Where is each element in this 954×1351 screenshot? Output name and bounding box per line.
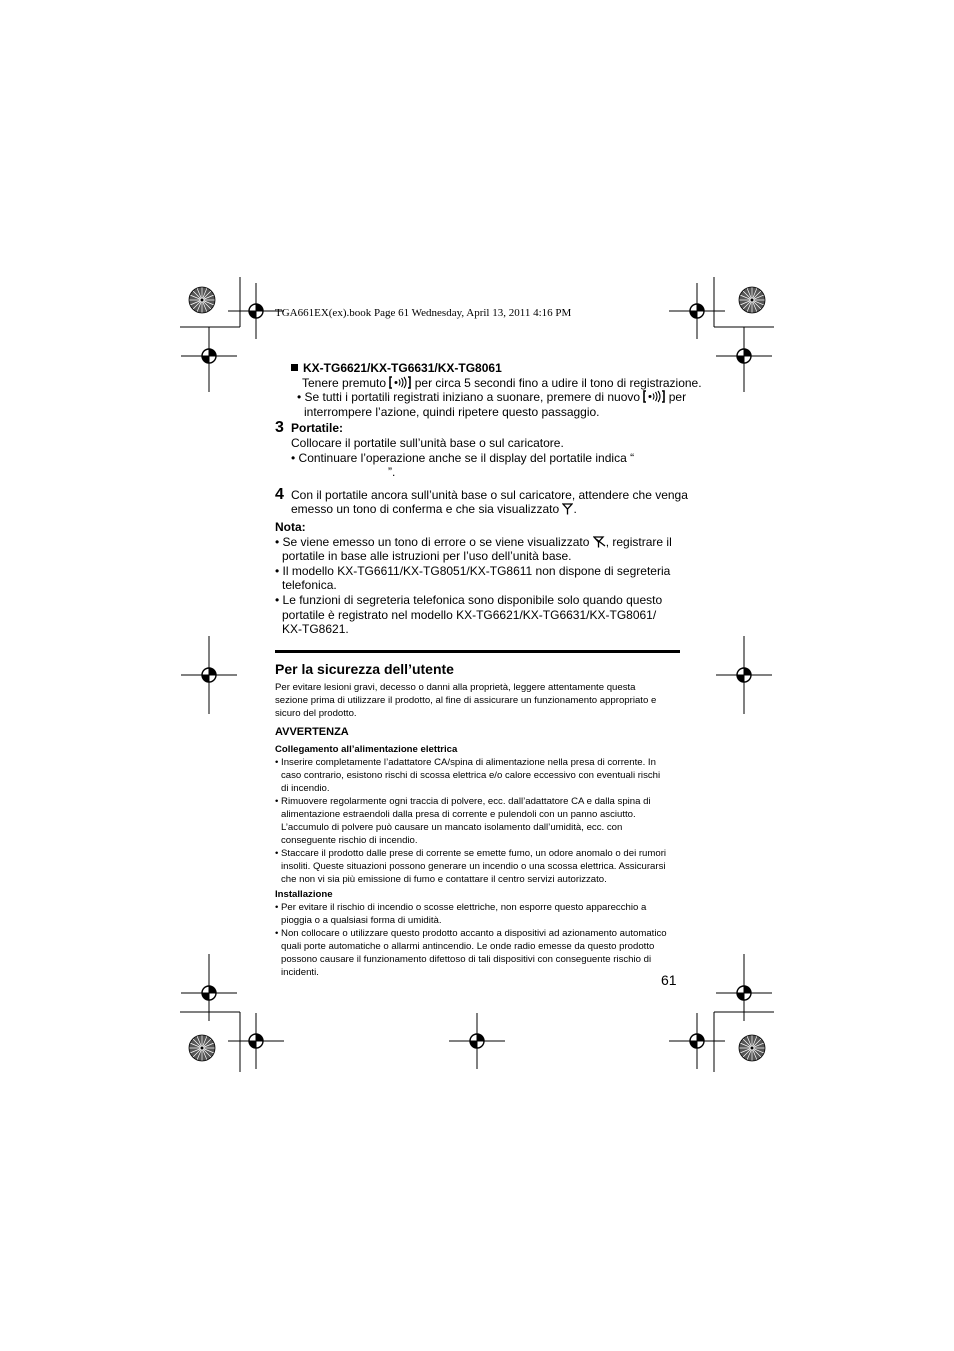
instruction-line: Tenere premuto per circa 5 secondi fino a udire il tono di registrazione. <box>302 375 702 390</box>
square-bullet-icon <box>291 364 298 371</box>
page-number: 61 <box>661 972 677 988</box>
book-header: TGA661EX(ex).book Page 61 Wednesday, April 13, 2011 4:16 PM <box>275 307 572 319</box>
step-3-bullet: • Continuare l’operazione anche se il display del portatile indica “ <box>291 450 635 465</box>
bullet-continuation: interrompere l’azione, quindi ripetere questo passaggio. <box>304 404 600 419</box>
bullet-line: • Se tutti i portatili registrati iniziano a suonare, premere di nuovo per <box>297 390 687 405</box>
intro-line: sicuro del prodotto. <box>275 707 357 719</box>
power-heading: Collegamento all’alimentazione elettrica <box>275 744 458 756</box>
install-item-1: • Per evitare il rischio di incendio o scosse elettriche, non esporre questo apparecchio a <box>275 902 647 914</box>
install-heading: Installazione <box>275 889 333 901</box>
model-heading: KX-TG6621/KX-TG6631/KX-TG8061 <box>275 361 680 376</box>
section-divider <box>275 650 680 653</box>
power-item-3: • Staccare il prodotto dalle prese di corrente se emette fumo, un odore anomalo o dei rumori <box>275 848 667 860</box>
nota-label: Nota: <box>275 519 306 534</box>
install-item-2-cont: possono causare il funzionamento difettoso di tali dispositivi con conseguente rischio di <box>281 954 652 966</box>
nota-item-3-cont: portatile è registrato nel modello KX-TG6621/KX-TG6631/KX-TG8061/ <box>282 607 657 622</box>
install-item-1-cont: pioggia o a qualsiasi forma di umidità. <box>281 915 442 927</box>
power-item-2-cont: alimentazione estraendoli dalla presa di corrente e pulendoli con un panno asciutto. <box>281 809 636 821</box>
power-item-1-cont: di incendio. <box>281 783 330 795</box>
install-item-2-cont: incidenti. <box>281 967 319 979</box>
antenna-icon <box>562 503 573 515</box>
nota-item-3: • Le funzioni di segreteria telefonica sono disponibile solo quando questo <box>275 592 663 607</box>
install-item-2-cont: quali porte automatiche o allarmi antincendio. Le onde radio emesse da questo prodotto <box>281 941 655 953</box>
power-item-3-cont: insoliti. Queste situazioni possono generare un incendio o una scossa elettrica. Assicurarsi <box>281 861 666 873</box>
power-item-2-cont: conseguente rischio di incendio. <box>281 835 418 847</box>
locator-key-icon <box>389 376 411 389</box>
locator-key-icon <box>643 390 665 403</box>
install-item-2: • Non collocare o utilizzare questo prodotto accanto a dispositivi ad azionamento automatico <box>275 928 667 940</box>
power-item-3-cont: che non vi sia più emissione di fumo e contattare il centro servizi autorizzato. <box>281 874 607 886</box>
step-3-text: Collocare il portatile sull’unità base o sul caricatore. <box>291 435 564 450</box>
nota-item-2-cont: telefonica. <box>282 578 337 593</box>
intro-line: Per evitare lesioni gravi, decesso o danni alla proprietà, leggere attentamente questa <box>275 681 636 693</box>
step-4-line-1: 4 Con il portatile ancora sull’unità base o sul caricatore, attendere che venga <box>275 485 688 503</box>
nota-item-1-cont: portatile in base alle istruzioni per l’uso dell’unità base. <box>282 549 572 564</box>
page-content <box>275 361 702 979</box>
power-item-1: • Inserire completamente l’adattatore CA/spina di alimentazione nella presa di corrente. In <box>275 757 656 769</box>
warning-heading: AVVERTENZA <box>275 725 349 738</box>
step-3-heading: 3 Portatile: <box>275 419 344 437</box>
power-item-2-cont: L’accumulo di polvere può causare un mancato isolamento dall’umidità, ecc. con <box>281 822 623 834</box>
power-item-2: • Rimuovere regolarmente ogni traccia di polvere, ecc. dall’adattatore CA e dalla spina di <box>275 796 651 808</box>
power-item-1-cont: caso contrario, esistono rischi di scossa elettrica e/o calore eccessivo con eventuali rischi <box>281 770 661 782</box>
intro-line: sezione prima di utilizzare il prodotto, al fine di assicurare un funzionamento appropriato e <box>275 694 657 706</box>
section-title: Per la sicurezza dell’utente <box>275 660 454 677</box>
step-3-bullet-end: ”. <box>388 465 396 480</box>
step-4-line-2: emesso un tono di conferma e che sia visualizzato . <box>291 502 577 517</box>
antenna-flashing-icon <box>593 536 606 548</box>
nota-item-3-cont: KX-TG8621. <box>282 622 349 637</box>
nota-item-2: • Il modello KX-TG6611/KX-TG8051/KX-TG8611 non dispone di segreteria <box>275 563 671 578</box>
nota-item-1: • Se viene emesso un tono di errore o se viene visualizzato , registrare il <box>275 534 672 549</box>
